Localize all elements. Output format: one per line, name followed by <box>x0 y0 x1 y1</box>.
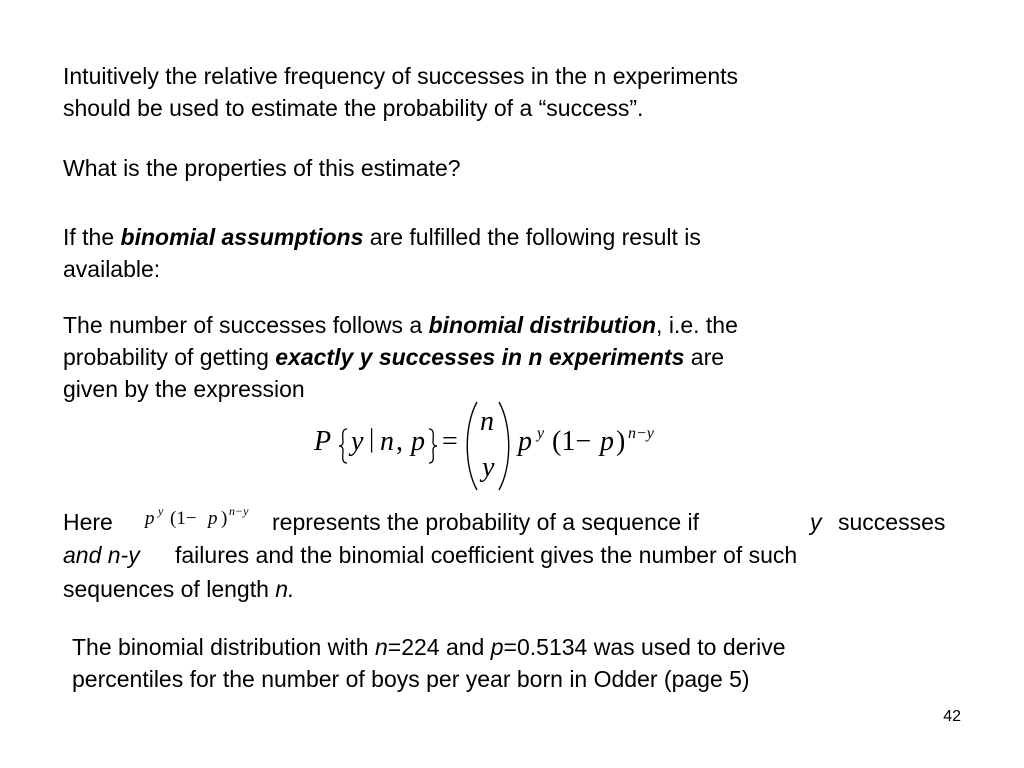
exactly-y-successes-emphasis: exactly y successes in n experiments <box>275 344 685 370</box>
page-number: 42 <box>943 708 961 725</box>
formula-P: P <box>314 426 332 457</box>
dist-l1-pre: The number of successes follows a <box>63 312 429 338</box>
binomial-assumptions-emphasis: binomial assumptions <box>120 224 364 250</box>
inline-exp-n-minus-y: n−y <box>229 504 249 518</box>
assumptions-pre: If the <box>63 224 121 250</box>
here-line-1-text: represents the probability of a sequence if <box>272 509 700 535</box>
here-label: Here <box>63 509 113 535</box>
here-line-1-y: y <box>810 509 822 535</box>
distribution-paragraph <box>63 309 738 405</box>
inline-p2: p <box>208 508 218 529</box>
formula-p2: p <box>518 426 532 457</box>
right-paren-icon <box>496 400 514 492</box>
formula-bar: | <box>369 424 375 453</box>
left-brace-icon <box>336 426 350 466</box>
assumptions-post: are fulfilled the following result is <box>363 224 701 250</box>
inline-one-minus: (1− <box>170 508 197 529</box>
formula-close-paren: ) <box>616 426 626 457</box>
formula-n: n <box>380 426 394 457</box>
here-line-2-emph: and n-y <box>63 542 140 568</box>
binomial-top-n: n <box>480 406 494 437</box>
assumptions-paragraph <box>63 221 701 285</box>
inline-exp-y: y <box>158 504 164 518</box>
dist-l1-post: , i.e. the <box>656 312 738 338</box>
formula-exp-y: y <box>537 425 545 442</box>
formula-equals: = <box>442 426 458 457</box>
odder-p-var: p <box>490 634 504 660</box>
right-brace-icon <box>426 426 440 466</box>
intro-line-1: Intuitively the relative frequency of successes in the n experiments <box>63 63 739 89</box>
odder-line-2: percentiles for the number of boys per year born in Odder (page 5) <box>72 666 750 692</box>
odder-p-val: =0.5134 was used to derive <box>503 634 786 660</box>
formula-p: p <box>411 426 425 457</box>
dist-l2-pre: probability of getting <box>63 344 276 370</box>
dist-l2-post: are <box>684 344 725 370</box>
odder-paragraph <box>72 631 786 695</box>
intro-line-2: should be used to estimate the probability of a “success”. <box>63 95 644 121</box>
question-paragraph <box>63 152 461 184</box>
formula-y: y <box>351 426 364 457</box>
inline-p: p <box>145 508 155 529</box>
binomial-distribution-emphasis: binomial distribution <box>428 312 657 338</box>
intro-paragraph <box>63 60 738 124</box>
binomial-bottom-y: y <box>482 452 495 483</box>
formula-comma: , <box>396 426 403 457</box>
odder-l1-pre: The binomial distribution with <box>72 634 375 660</box>
here-line-2-text: failures and the binomial coefficient gives the number of such <box>175 542 798 568</box>
inline-close: ) <box>221 508 228 529</box>
formula-exp-n-minus-y: n−y <box>628 425 654 442</box>
here-line-3-n: n. <box>275 576 295 602</box>
assumptions-line-2: available: <box>63 256 161 282</box>
here-line-3 <box>63 573 294 605</box>
formula-one-minus: (1− <box>552 426 592 457</box>
dist-line-3: given by the expression <box>63 376 305 402</box>
odder-n-val: =224 and <box>387 634 491 660</box>
here-line-3-text: sequences of length <box>63 576 276 602</box>
left-paren-icon <box>462 400 480 492</box>
question-text: What is the properties of this estimate? <box>63 155 461 181</box>
odder-n-var: n <box>374 634 388 660</box>
formula-p3: p <box>600 426 614 457</box>
here-line-1-end: successes <box>838 509 946 535</box>
